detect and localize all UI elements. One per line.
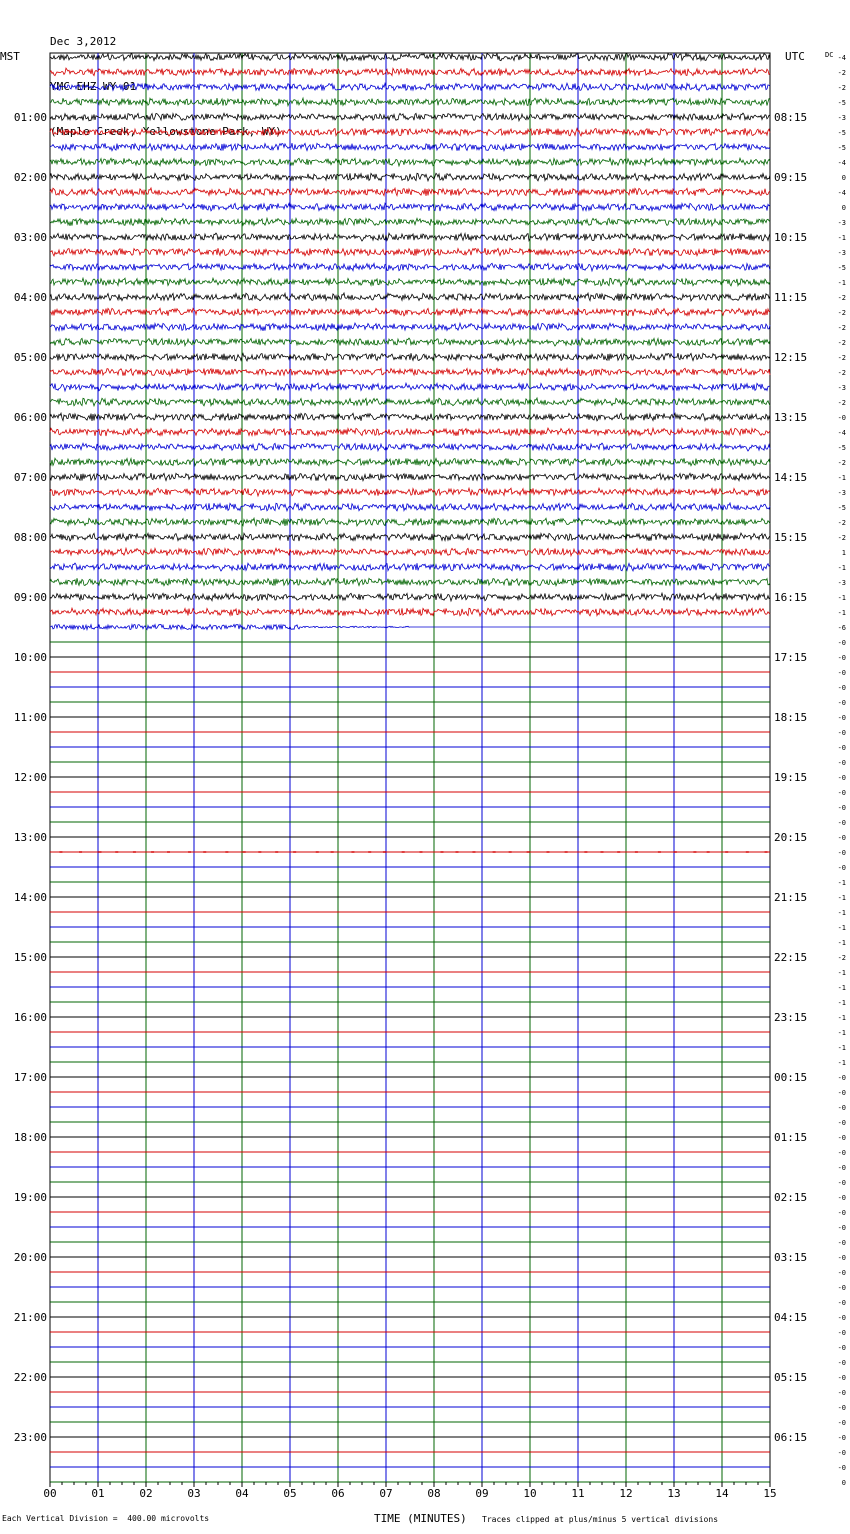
dc-offset-label: -1 <box>837 924 846 932</box>
dc-offset-label: -1 <box>837 969 846 977</box>
x-tick-label: 02 <box>139 1487 153 1500</box>
trace-row <box>50 518 770 526</box>
left-hour-label: 21:00 <box>13 1311 47 1324</box>
trace-row <box>50 293 770 301</box>
trace-row <box>50 218 770 226</box>
dc-offset-label: -2 <box>837 459 846 467</box>
dc-offset-label: -2 <box>837 339 846 347</box>
trace-row <box>50 608 770 616</box>
dc-offset-label: -2 <box>837 354 846 362</box>
trace-row <box>50 98 770 106</box>
right-hour-label: 00:15 <box>774 1071 808 1084</box>
dc-offset-label: -2 <box>837 294 846 302</box>
dc-column-label: DC <box>825 51 834 59</box>
right-hour-label: 13:15 <box>774 411 808 424</box>
right-hour-label: 12:15 <box>774 351 808 364</box>
trace-row <box>50 173 770 181</box>
right-hour-label: 02:15 <box>774 1191 808 1204</box>
left-hour-label: 12:00 <box>13 771 47 784</box>
x-tick-label: 04 <box>235 1487 249 1500</box>
dc-offset-label: -0 <box>837 1074 846 1082</box>
left-hour-label: 19:00 <box>13 1191 47 1204</box>
x-tick-label: 07 <box>379 1487 393 1500</box>
left-hour-label: 13:00 <box>13 831 47 844</box>
station-location: (Maple Creek, Yellowstone Park, WY) <box>50 125 282 138</box>
trace-row <box>50 473 770 481</box>
dc-offset-label: -1 <box>837 1044 846 1052</box>
dc-offset-label: -1 <box>837 609 846 617</box>
dc-offset-label: -0 <box>837 1194 846 1202</box>
right-hour-label: 10:15 <box>774 231 808 244</box>
x-tick-label: 05 <box>283 1487 297 1500</box>
dc-offset-label: -0 <box>837 834 846 842</box>
dc-offset-label: -0 <box>837 714 846 722</box>
dc-offset-label: -1 <box>837 939 846 947</box>
dc-offset-label: -0 <box>837 1299 846 1307</box>
trace-row <box>50 338 770 346</box>
right-hour-label: 18:15 <box>774 711 808 724</box>
dc-offset-label: -0 <box>837 1164 846 1172</box>
dc-offset-label: -0 <box>837 1359 846 1367</box>
left-hour-label: 01:00 <box>13 111 47 124</box>
x-tick-label: 15 <box>763 1487 777 1500</box>
dc-offset-label: -1 <box>837 234 846 242</box>
right-hour-label: 06:15 <box>774 1431 808 1444</box>
dc-offset-label: -0 <box>837 1464 846 1472</box>
dc-offset-label: 0 <box>841 174 846 182</box>
dc-offset-label: -0 <box>837 1119 846 1127</box>
left-hour-label: 15:00 <box>13 951 47 964</box>
dc-offset-label: -0 <box>837 744 846 752</box>
left-hour-label: 22:00 <box>13 1371 47 1384</box>
dc-offset-label: -2 <box>837 519 846 527</box>
dc-offset-label: -0 <box>837 1434 846 1442</box>
left-hour-label: 07:00 <box>13 471 47 484</box>
left-hour-label: 05:00 <box>13 351 47 364</box>
x-tick-label: 08 <box>427 1487 441 1500</box>
dc-offset-label: -0 <box>837 1269 846 1277</box>
trace-row <box>50 398 770 406</box>
dc-offset-label: -0 <box>837 1134 846 1142</box>
dc-offset-label: -2 <box>837 399 846 407</box>
dc-offset-label: -2 <box>837 309 846 317</box>
dc-offset-label: 0 <box>841 204 846 212</box>
left-hour-label: 14:00 <box>13 891 47 904</box>
dc-offset-label: -0 <box>837 1284 846 1292</box>
x-tick-label: 03 <box>187 1487 201 1500</box>
dc-offset-label: -3 <box>837 219 846 227</box>
left-hour-label: 08:00 <box>13 531 47 544</box>
right-hour-label: 04:15 <box>774 1311 808 1324</box>
dc-offset-label: -2 <box>837 69 846 77</box>
dc-offset-label: -0 <box>837 639 846 647</box>
dc-offset-label: -1 <box>837 879 846 887</box>
dc-offset-label: -0 <box>837 1209 846 1217</box>
right-timezone-label: UTC <box>785 50 805 63</box>
station-code: YMC EHZ WY 01 <box>50 80 137 93</box>
left-hour-label: 04:00 <box>13 291 47 304</box>
right-hour-label: 14:15 <box>774 471 808 484</box>
left-hour-label: 02:00 <box>13 171 47 184</box>
dc-offset-label: -5 <box>837 444 846 452</box>
trace-row <box>50 548 770 555</box>
dc-offset-label: -1 <box>837 474 846 482</box>
trace-row <box>50 278 770 286</box>
dc-offset-label: -5 <box>837 99 846 107</box>
trace-row <box>50 625 770 630</box>
dc-offset-label: -1 <box>837 894 846 902</box>
dc-offset-label: -0 <box>837 1239 846 1247</box>
dc-offset-label: -1 <box>837 1059 846 1067</box>
dc-offset-label: -0 <box>837 1314 846 1322</box>
dc-offset-label: -3 <box>837 579 846 587</box>
trace-row <box>50 428 770 436</box>
trace-row <box>50 53 770 61</box>
trace-row <box>50 503 770 511</box>
right-hour-label: 19:15 <box>774 771 808 784</box>
left-hour-label: 18:00 <box>13 1131 47 1144</box>
right-hour-label: 01:15 <box>774 1131 808 1144</box>
trace-row <box>50 188 770 196</box>
dc-offset-label: -0 <box>837 819 846 827</box>
dc-offset-label: -0 <box>837 1374 846 1382</box>
plot-date: Dec 3,2012 <box>50 35 117 48</box>
dc-offset-label: -3 <box>837 489 846 497</box>
trace-row <box>50 83 770 91</box>
right-hour-label: 22:15 <box>774 951 808 964</box>
trace-row <box>50 308 770 316</box>
left-hour-label: 17:00 <box>13 1071 47 1084</box>
dc-offset-label: -2 <box>837 954 846 962</box>
x-tick-label: 14 <box>715 1487 729 1500</box>
dc-offset-label: -3 <box>837 114 846 122</box>
dc-offset-label: -0 <box>837 699 846 707</box>
left-hour-label: 06:00 <box>13 411 47 424</box>
dc-offset-label: -0 <box>837 1404 846 1412</box>
trace-row <box>50 233 770 241</box>
dc-offset-label: -5 <box>837 129 846 137</box>
left-hour-label: 10:00 <box>13 651 47 664</box>
right-hour-label: 20:15 <box>774 831 808 844</box>
dc-offset-label: -0 <box>837 1329 846 1337</box>
right-hour-label: 23:15 <box>774 1011 808 1024</box>
dc-offset-label: -0 <box>837 1449 846 1457</box>
right-hour-label: 05:15 <box>774 1371 808 1384</box>
trace-row <box>50 263 770 271</box>
dc-offset-label: -0 <box>837 1344 846 1352</box>
x-axis-title: TIME (MINUTES) <box>374 1512 467 1525</box>
left-hour-label: 20:00 <box>13 1251 47 1264</box>
right-hour-label: 03:15 <box>774 1251 808 1264</box>
trace-row <box>50 323 770 331</box>
left-hour-label: 11:00 <box>13 711 47 724</box>
dc-offset-label: -2 <box>837 84 846 92</box>
x-tick-label: 09 <box>475 1487 489 1500</box>
dc-offset-label: -0 <box>837 864 846 872</box>
right-hour-label: 11:15 <box>774 291 808 304</box>
dc-offset-label: -1 <box>837 1029 846 1037</box>
dc-offset-label: -0 <box>837 789 846 797</box>
left-hour-label: 09:00 <box>13 591 47 604</box>
vertical-division-note: Each Vertical Division = 400.00 microvolts <box>2 1514 210 1523</box>
trace-row <box>50 143 770 151</box>
right-hour-label: 09:15 <box>774 171 808 184</box>
dc-offset-label: -6 <box>837 624 846 632</box>
dc-offset-label: -0 <box>837 1254 846 1262</box>
trace-row <box>50 578 770 586</box>
x-tick-label: 10 <box>523 1487 537 1500</box>
dc-offset-label: -1 <box>837 909 846 917</box>
dc-offset-label: -1 <box>837 564 846 572</box>
dc-offset-label: -0 <box>837 849 846 857</box>
dc-offset-label: -2 <box>837 369 846 377</box>
trace-row <box>50 128 770 136</box>
dc-offset-label: 0 <box>841 1479 846 1487</box>
dc-offset-label: -0 <box>837 684 846 692</box>
trace-row <box>50 563 770 571</box>
dc-offset-label: -5 <box>837 504 846 512</box>
trace-row <box>50 413 770 421</box>
dc-offset-label: -1 <box>837 999 846 1007</box>
dc-offset-label: -4 <box>837 429 846 437</box>
trace-row <box>50 593 770 601</box>
trace-row <box>50 488 770 496</box>
trace-row <box>50 368 770 375</box>
dc-offset-label: -2 <box>837 324 846 332</box>
left-hour-label: 16:00 <box>13 1011 47 1024</box>
dc-offset-label: -4 <box>837 54 846 62</box>
dc-offset-label: -3 <box>837 249 846 257</box>
trace-row <box>50 443 770 451</box>
trace-row <box>50 158 770 166</box>
trace-row <box>50 458 770 466</box>
left-hour-label: 23:00 <box>13 1431 47 1444</box>
right-hour-label: 17:15 <box>774 651 808 664</box>
dc-offset-label: -0 <box>837 804 846 812</box>
dc-offset-label: -3 <box>837 384 846 392</box>
dc-offset-label: -0 <box>837 1224 846 1232</box>
dc-offset-label: -1 <box>837 984 846 992</box>
x-tick-label: 00 <box>43 1487 57 1500</box>
dc-offset-label: -0 <box>837 1104 846 1112</box>
left-hour-label: 03:00 <box>13 231 47 244</box>
trace-row <box>50 533 770 541</box>
x-tick-label: 11 <box>571 1487 585 1500</box>
right-hour-label: 16:15 <box>774 591 808 604</box>
dc-offset-label: -0 <box>837 759 846 767</box>
x-tick-label: 01 <box>91 1487 105 1500</box>
dc-offset-label: -4 <box>837 189 846 197</box>
dc-offset-label: -0 <box>837 654 846 662</box>
trace-row <box>50 68 770 76</box>
dc-offset-label: -5 <box>837 144 846 152</box>
dc-offset-label: -0 <box>837 414 846 422</box>
dc-offset-label: -0 <box>837 774 846 782</box>
right-hour-label: 15:15 <box>774 531 808 544</box>
dc-offset-label: -1 <box>837 594 846 602</box>
dc-offset-label: -0 <box>837 1179 846 1187</box>
clip-note: Traces clipped at plus/minus 5 vertical divisions <box>482 1515 719 1524</box>
dc-offset-label: -1 <box>837 279 846 287</box>
dc-offset-label: -0 <box>837 669 846 677</box>
x-tick-label: 06 <box>331 1487 345 1500</box>
trace-row <box>50 353 770 361</box>
dc-offset-label: -0 <box>837 729 846 737</box>
dc-offset-label: -0 <box>837 1419 846 1427</box>
dc-offset-label: -5 <box>837 264 846 272</box>
dc-offset-label: -0 <box>837 1149 846 1157</box>
dc-offset-label: -0 <box>837 1089 846 1097</box>
right-hour-label: 21:15 <box>774 891 808 904</box>
dc-offset-label: 1 <box>841 549 846 557</box>
x-tick-label: 13 <box>667 1487 681 1500</box>
dc-offset-label: -1 <box>837 1014 846 1022</box>
dc-offset-label: -0 <box>837 1389 846 1397</box>
dc-offset-label: -4 <box>837 159 846 167</box>
left-timezone-label: MST <box>0 50 20 63</box>
trace-row <box>50 203 770 211</box>
trace-row <box>50 248 770 256</box>
x-tick-label: 12 <box>619 1487 633 1500</box>
dc-offset-label: -2 <box>837 534 846 542</box>
trace-row <box>50 383 770 391</box>
right-hour-label: 08:15 <box>774 111 808 124</box>
trace-row <box>50 113 770 121</box>
